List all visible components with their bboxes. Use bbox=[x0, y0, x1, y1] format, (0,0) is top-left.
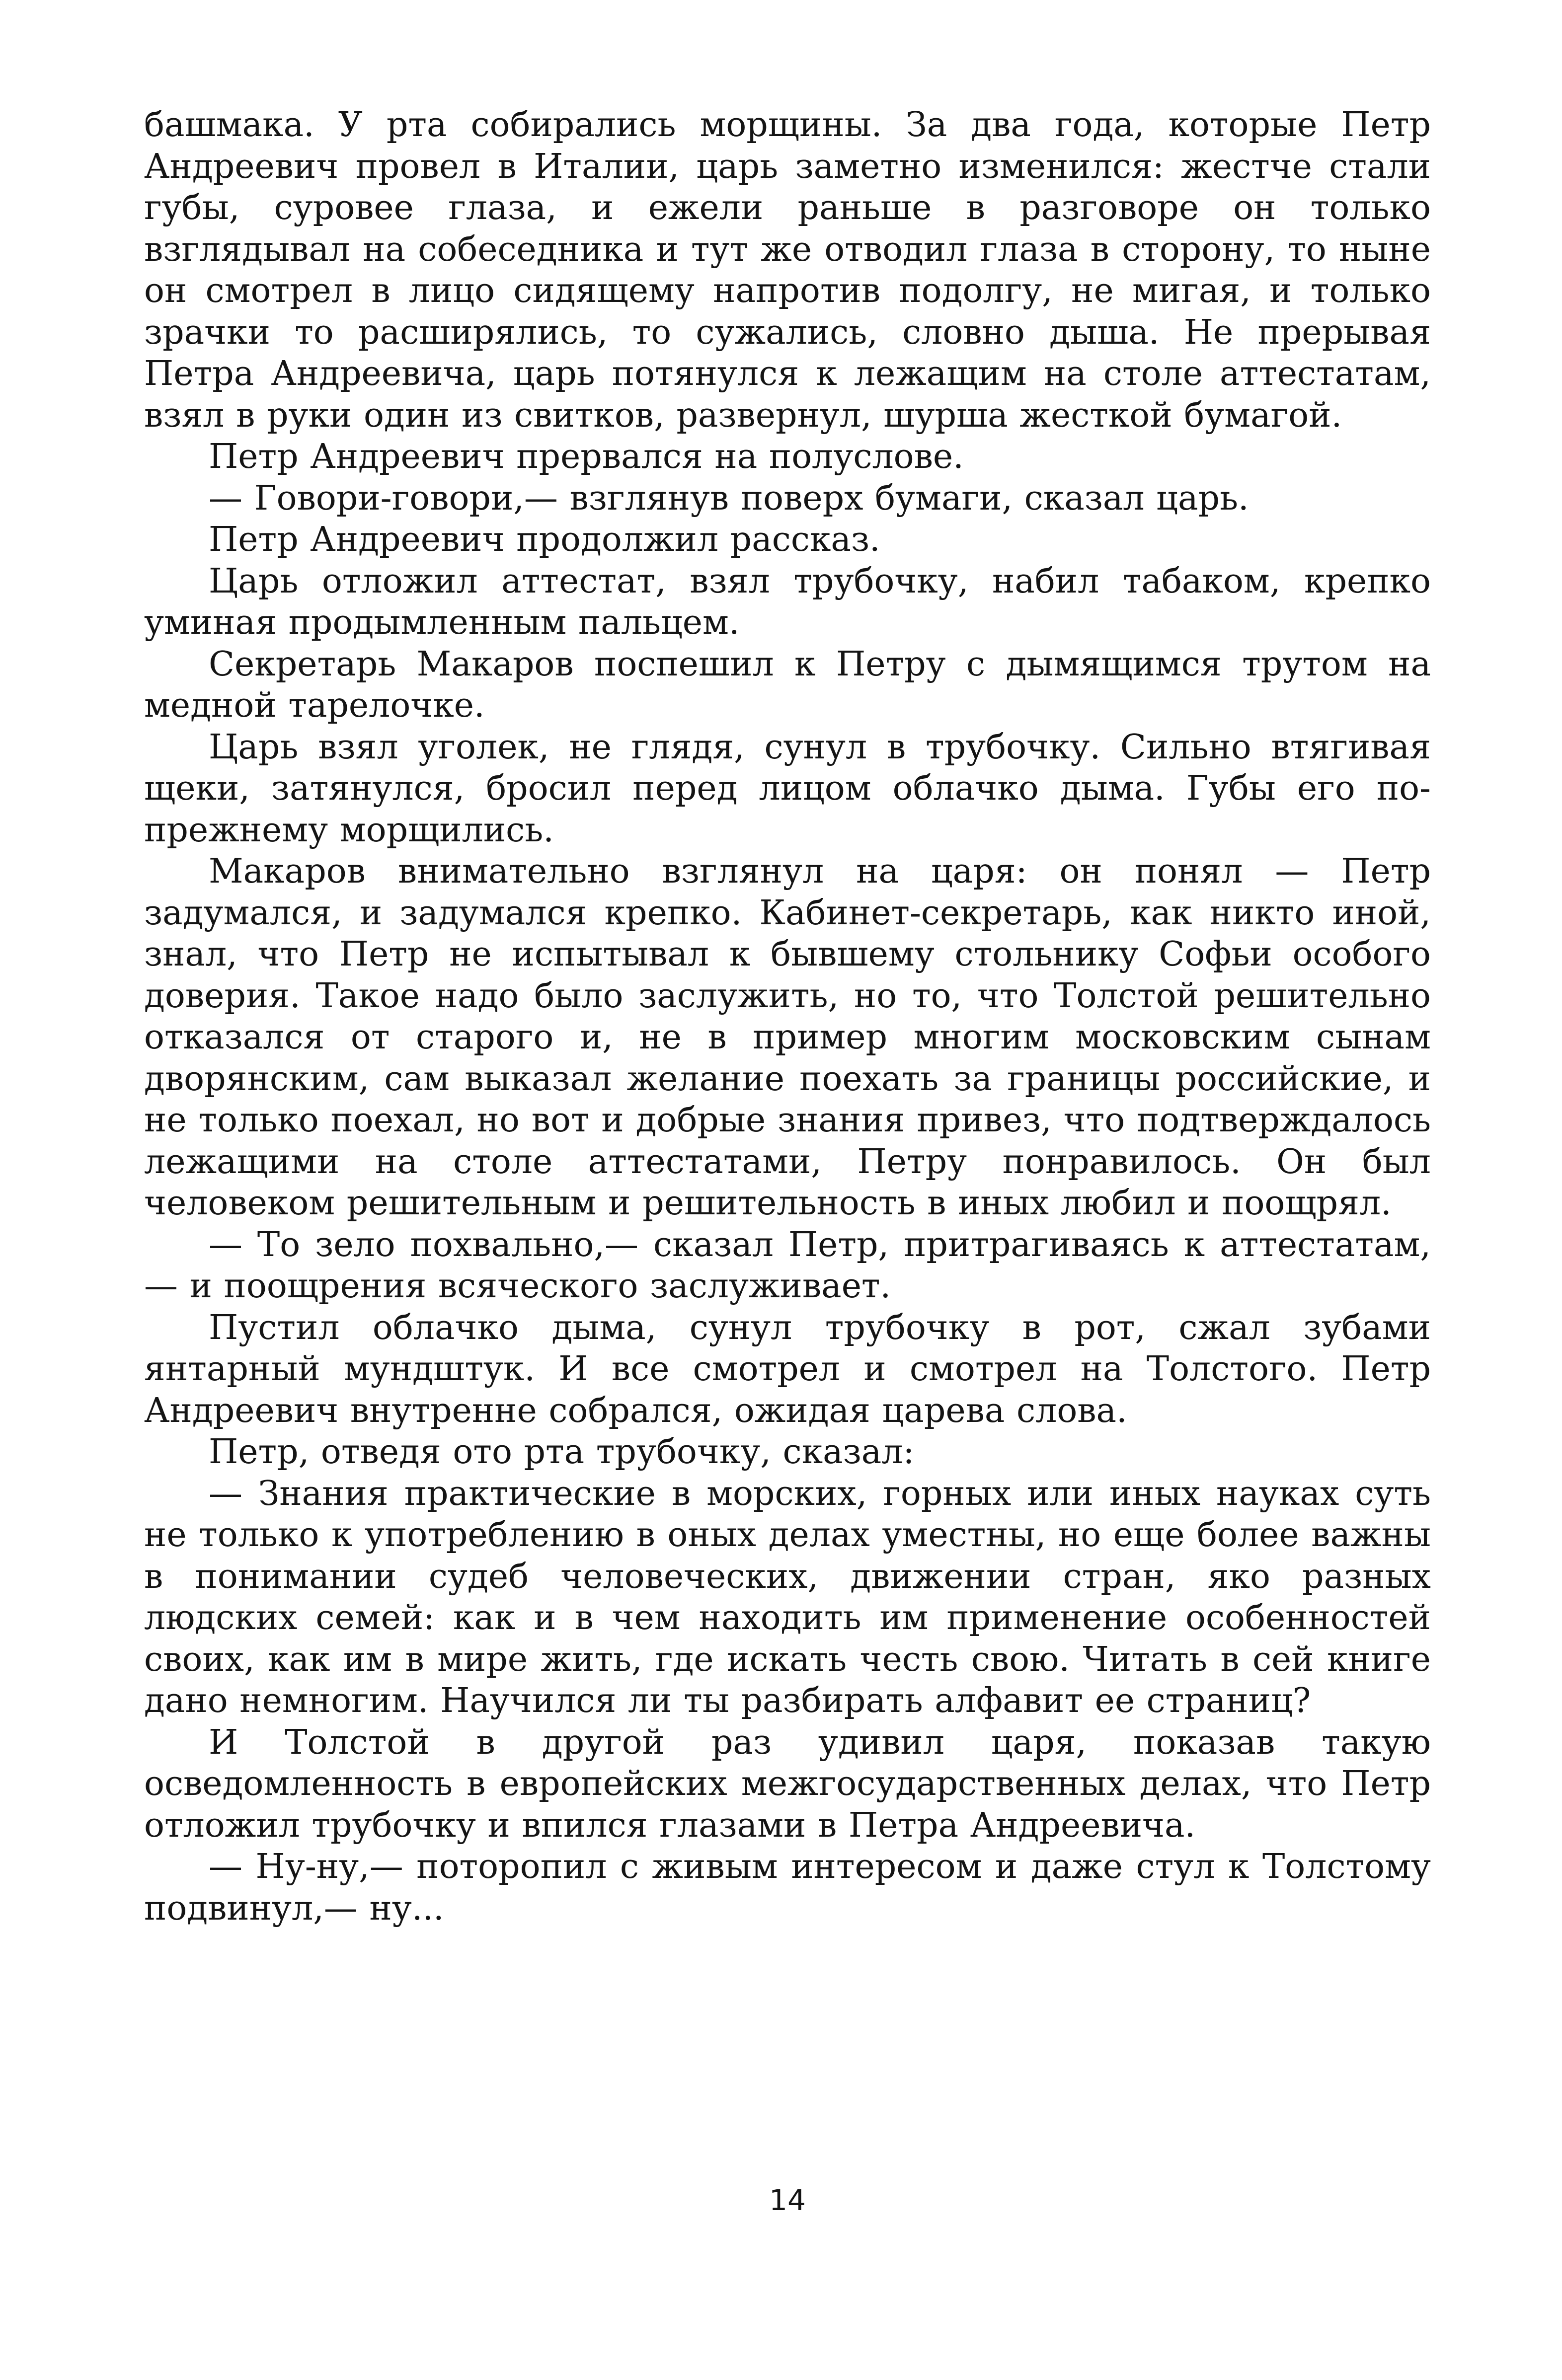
paragraph-12: — Знания практические в морских, горных или иных науках суть не только к употреблению в оных делах уместны, но еще более важны в понимании судеб человеческих, движении стран, яко разных людских семей: как и в чем находить им применение особенностей своих, как им в мире жить, где искать честь свою. Читать в сей книге дано немногим. Научился ли ты разбирать алфавит ее страниц? bbox=[144, 1474, 1431, 1720]
paragraph-8: Макаров внимательно взглянул на царя: он понял — Петр задумался, и задумался крепко. Кабинет-секретарь, как никто иной, знал, что Петр не испытывал к бывшему стольнику Софьи особого доверия. Такое надо было заслужить, но то, что Толстой решительно отказался от старого и, не в пример многим московским сынам дворянским, сам выказал желание поехать за границы российские, и не только поехал, но вот и добрые знания привез, что подтверждалось лежащими на столе аттестатами, Петру понравилось. Он был человеком решительным и решительность в иных любил и поощрял. bbox=[144, 852, 1431, 1223]
paragraph-1: башмака. У рта собирались морщины. За два года, которые Петр Андреевич провел в Италии, царь заметно изменился: жестче стали губы, суровее глаза, и ежели раньше в разговоре он только взглядывал на собеседника и тут же отводил глаза в сторону, то ныне он смотрел в лицо сидящему напротив подолгу, не мигая, и только зрачки то расширялись, то сужались, словно дыша. Не прерывая Петра Андреевича, царь потянулся к лежащим на столе аттестатам, взял в руки один из свитков, развернул, шурша жесткой бумагой. bbox=[144, 105, 1431, 435]
paragraph-13: И Толстой в другой раз удивил царя, показав такую осведомленность в европейских межгосударственных делах, что Петр отложил трубочку и впился глазами в Петра Андреевича. bbox=[144, 1722, 1431, 1845]
paragraph-11: Петр, отведя ото рта трубочку, сказал: bbox=[209, 1432, 915, 1472]
paragraph-10: Пустил облачко дыма, сунул трубочку в рот, сжал зубами янтарный мундштук. И все смотрел и смотрел на Толстого. Петр Андреевич внутренне собрался, ожидая царева слова. bbox=[144, 1308, 1431, 1430]
paragraph-2: Петр Андреевич прервался на полуслове. bbox=[209, 437, 964, 476]
paragraph-14: — Ну-ну,— поторопил с живым интересом и даже стул к Толстому подвинул,— ну... bbox=[144, 1847, 1431, 1928]
body-text bbox=[144, 104, 1431, 1929]
book-page bbox=[144, 104, 1431, 2314]
paragraph-5: Царь отложил аттестат, взял трубочку, набил табаком, крепко уминая продымленным пальцем. bbox=[144, 561, 1431, 642]
paragraph-6: Секретарь Макаров поспешил к Петру с дымящимся трутом на медной тарелочке. bbox=[144, 644, 1431, 725]
paragraph-4: Петр Андреевич продолжил рассказ. bbox=[209, 520, 880, 559]
paragraph-7: Царь взял уголек, не глядя, сунул в трубочку. Сильно втягивая щеки, затянулся, бросил перед лицом облачко дыма. Губы его по-прежнему морщились. bbox=[144, 727, 1431, 850]
paragraph-9: — То зело похвально,— сказал Петр, притрагиваясь к аттестатам,— и поощрения всяческого заслуживает. bbox=[144, 1225, 1431, 1306]
page-number: 14 bbox=[769, 2183, 806, 2217]
paragraph-3: — Говори-говори,— взглянув поверх бумаги, сказал царь. bbox=[209, 478, 1249, 518]
